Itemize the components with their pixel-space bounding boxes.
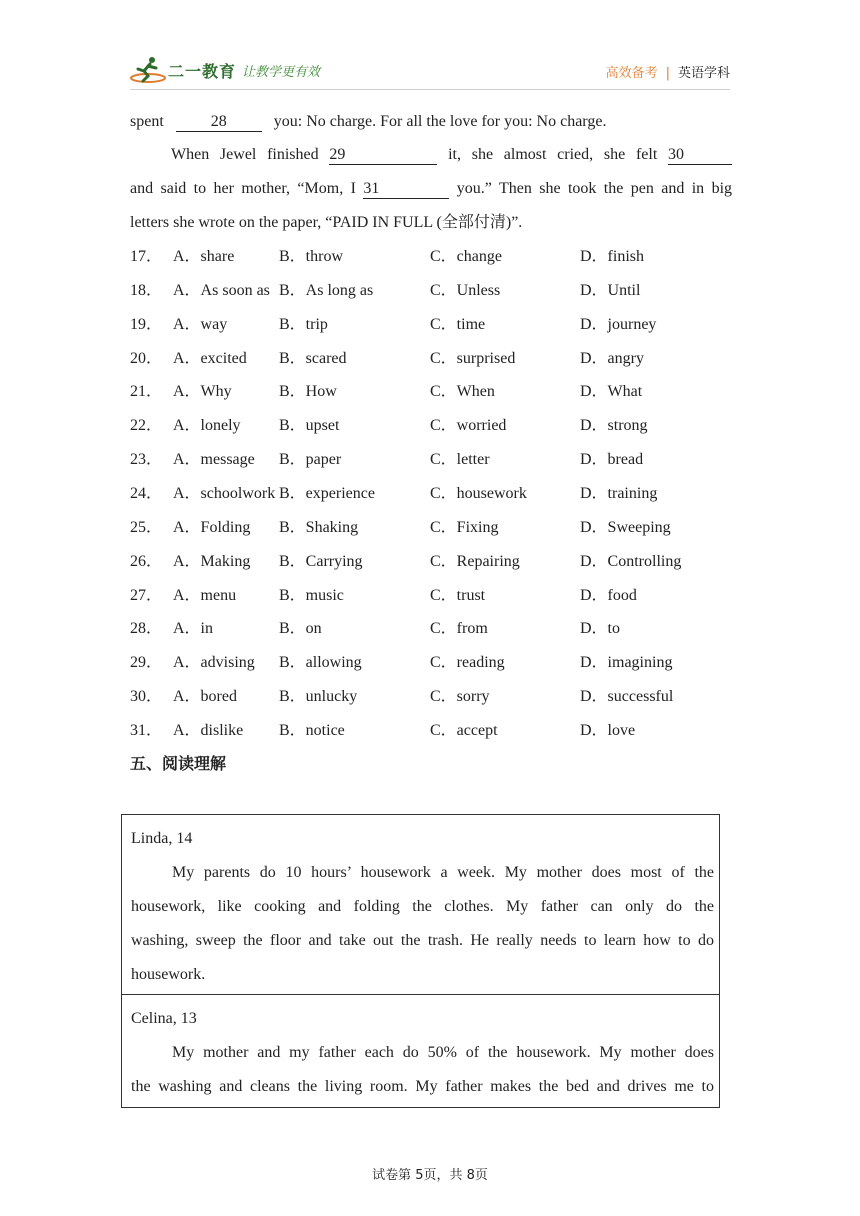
question-row bbox=[130, 240, 750, 274]
question-row bbox=[130, 579, 750, 613]
option-a: A．dislike bbox=[173, 721, 244, 739]
header-separator: | bbox=[665, 66, 670, 81]
brand-slogan: 让教学更有效 bbox=[242, 64, 321, 80]
option-b: B．Carrying bbox=[279, 552, 363, 570]
option-a: A．Folding bbox=[173, 518, 251, 536]
brand-name: 二一教育 bbox=[168, 61, 237, 81]
question-row bbox=[130, 274, 750, 308]
option-a: A．message bbox=[173, 451, 255, 469]
option-d: D．food bbox=[580, 586, 637, 604]
table-text-line: My mother and my father each do 50% of the housework. My mother does bbox=[172, 1044, 714, 1061]
passage-text: When Jewel finished bbox=[171, 146, 319, 163]
table-text-line: housework, like cooking and folding the clothes. My father can only do the bbox=[131, 898, 714, 915]
option-c: C．from bbox=[430, 620, 488, 638]
option-b: B．notice bbox=[279, 721, 345, 739]
passage-text: and said to her mother, “Mom, I bbox=[130, 180, 356, 197]
header-divider bbox=[130, 89, 730, 90]
blank-28: 28 bbox=[176, 113, 262, 132]
option-d: D．love bbox=[580, 721, 636, 739]
reading-table bbox=[121, 814, 720, 1108]
question-row bbox=[130, 409, 750, 443]
passage-text: you.” Then she took the pen and in big bbox=[456, 180, 733, 197]
option-d: D．to bbox=[580, 620, 621, 638]
running-figure-icon bbox=[130, 56, 166, 84]
question-number: 22． bbox=[130, 417, 163, 435]
blank-31: 31 bbox=[363, 180, 449, 199]
option-c: C．sorry bbox=[430, 688, 490, 706]
option-a: A．share bbox=[173, 248, 235, 265]
option-c: C．surprised bbox=[430, 349, 516, 367]
option-d: D．What bbox=[580, 383, 643, 401]
passage-text: it, she almost cried, she felt bbox=[448, 146, 658, 163]
option-b: B．trip bbox=[279, 315, 328, 333]
option-c: C．time bbox=[430, 315, 486, 333]
question-number: 31． bbox=[130, 721, 163, 739]
option-b: B．As long as bbox=[279, 281, 374, 299]
question-row bbox=[130, 375, 750, 409]
question-number: 21． bbox=[130, 383, 163, 401]
option-a: A．menu bbox=[173, 586, 237, 604]
passage-text: you: No charge. For all the love for you: No charge. bbox=[273, 113, 607, 130]
option-b: B．on bbox=[279, 620, 322, 638]
blank-29: 29 bbox=[329, 146, 437, 165]
option-d: D．angry bbox=[580, 349, 644, 367]
question-number: 19． bbox=[130, 315, 163, 333]
option-d: D．Controlling bbox=[580, 552, 682, 570]
option-a: A．in bbox=[173, 620, 214, 638]
option-c: C．worried bbox=[430, 417, 507, 435]
option-d: D．training bbox=[580, 484, 658, 502]
option-d: D．Sweeping bbox=[580, 518, 671, 536]
option-c: C．change bbox=[430, 248, 502, 265]
question-row bbox=[130, 714, 750, 748]
option-b: B．scared bbox=[279, 349, 347, 367]
option-c: C．Fixing bbox=[430, 518, 499, 536]
question-number: 28． bbox=[130, 620, 163, 638]
page-header bbox=[130, 56, 730, 86]
option-b: B．music bbox=[279, 586, 344, 604]
student-name: Linda, 14 bbox=[131, 830, 193, 847]
option-a: A．excited bbox=[173, 349, 247, 367]
section-title: 五、阅读理解 bbox=[130, 754, 227, 773]
option-b: B．How bbox=[279, 383, 337, 401]
question-number: 25． bbox=[130, 518, 163, 536]
option-d: D．finish bbox=[580, 248, 645, 265]
table-text-line: the washing and cleans the living room. My father makes the bed and drives me to bbox=[131, 1078, 714, 1095]
question-number: 17． bbox=[130, 248, 163, 265]
question-row bbox=[130, 680, 750, 714]
option-a: A．Making bbox=[173, 552, 251, 570]
option-b: B．experience bbox=[279, 484, 375, 502]
option-b: B．allowing bbox=[279, 654, 362, 672]
brand-logo bbox=[130, 56, 320, 84]
header-tags bbox=[606, 62, 730, 81]
table-text-line: housework. bbox=[131, 966, 206, 983]
table-row bbox=[122, 995, 719, 1108]
table-row bbox=[122, 815, 719, 995]
question-number: 29． bbox=[130, 654, 163, 672]
option-c: C．housework bbox=[430, 484, 527, 502]
option-d: D．strong bbox=[580, 417, 648, 435]
option-a: A．bored bbox=[173, 688, 237, 706]
passage-line-2 bbox=[130, 138, 732, 172]
question-number: 20． bbox=[130, 349, 163, 367]
blank-30: 30 bbox=[668, 146, 732, 165]
page-footer: 试卷第 5页，共 8页 bbox=[372, 1168, 488, 1183]
question-number: 30． bbox=[130, 688, 163, 706]
option-b: B．unlucky bbox=[279, 688, 358, 706]
question-row bbox=[130, 477, 750, 511]
exam-prep-tag: 高效备考 bbox=[605, 66, 658, 81]
option-a: A．Why bbox=[173, 383, 232, 401]
option-a: A．schoolwork bbox=[173, 484, 276, 502]
option-d: D．Until bbox=[580, 281, 641, 299]
passage-text: spent bbox=[130, 113, 164, 130]
passage-line-3 bbox=[130, 172, 732, 206]
question-number: 27． bbox=[130, 586, 163, 604]
question-row bbox=[130, 342, 750, 376]
option-d: D．imagining bbox=[580, 654, 673, 672]
option-a: A．As soon as bbox=[173, 281, 270, 299]
question-number: 18． bbox=[130, 281, 163, 299]
option-c: C．When bbox=[430, 383, 495, 401]
question-row bbox=[130, 545, 750, 579]
option-b: B．upset bbox=[279, 417, 340, 435]
option-c: C．accept bbox=[430, 721, 498, 739]
option-c: C．Repairing bbox=[430, 552, 520, 570]
option-b: B．throw bbox=[279, 248, 344, 265]
question-row bbox=[130, 646, 750, 680]
option-a: A．lonely bbox=[173, 417, 241, 435]
option-d: D．journey bbox=[580, 315, 657, 333]
table-text-line: washing, sweep the floor and take out the trash. He really needs to learn how to do bbox=[131, 932, 714, 949]
question-row bbox=[130, 443, 750, 477]
option-a: A．advising bbox=[173, 654, 255, 672]
question-row bbox=[130, 308, 750, 342]
question-number: 24． bbox=[130, 484, 163, 502]
question-row bbox=[130, 511, 750, 545]
question-number: 23． bbox=[130, 451, 163, 469]
option-b: B．paper bbox=[279, 451, 342, 469]
option-a: A．way bbox=[173, 315, 228, 333]
option-b: B．Shaking bbox=[279, 518, 359, 536]
question-row bbox=[130, 612, 750, 646]
subject-tag: 英语学科 bbox=[677, 66, 730, 81]
passage-line-1 bbox=[130, 105, 732, 139]
question-number: 26． bbox=[130, 552, 163, 570]
option-c: C．letter bbox=[430, 451, 490, 469]
option-d: D．bread bbox=[580, 451, 644, 469]
option-c: C．reading bbox=[430, 654, 505, 672]
passage-line-4: letters she wrote on the paper, “PAID IN FULL (全部付清)”. bbox=[130, 214, 523, 231]
table-text-line: My parents do 10 hours’ housework a week. My mother does most of the bbox=[172, 864, 714, 881]
student-name: Celina, 13 bbox=[131, 1010, 197, 1027]
option-c: C．trust bbox=[430, 586, 486, 604]
option-c: C．Unless bbox=[430, 281, 501, 299]
option-d: D．successful bbox=[580, 688, 674, 706]
